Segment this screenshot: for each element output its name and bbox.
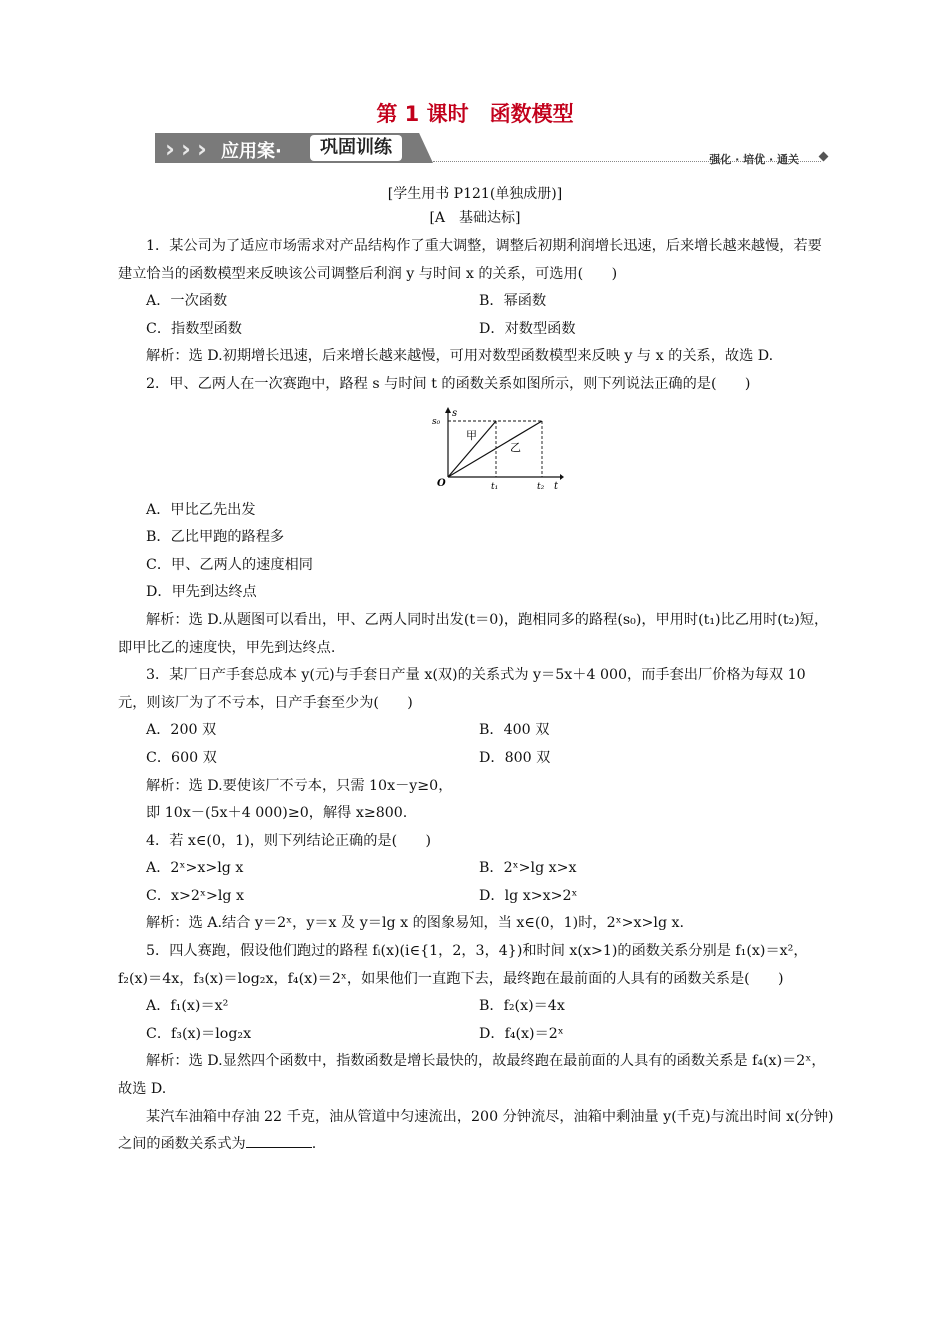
yi-label: 乙 <box>510 440 521 454</box>
question-4-stem: 4．若 x∈(0，1)，则下列结论正确的是( ) <box>146 832 432 849</box>
option-c: C．600 双 <box>146 749 217 766</box>
option-c: C．x>2ˣ>lg x <box>146 887 244 904</box>
option-d: D．甲先到达终点 <box>146 584 257 601</box>
answer-blank[interactable] <box>246 1133 312 1148</box>
distance-time-figure <box>428 407 564 493</box>
option-c: C．f₃(x)＝log₂x <box>146 1025 252 1042</box>
t-axis-arrow <box>560 474 564 480</box>
page-title: 第 1 课时 函数模型 <box>376 102 574 126</box>
question-5-stem: 5．四人赛跑，假设他们跑过的路程 fᵢ(x)(i∈{1，2，3，4})和时间 x(x>1)的函数关系分别是 f₁(x)＝x²，f₂(x)＝4x，f₃(x)＝log₂x，f₄(x)＝2ˣ，如果他们一直跑下去，最终跑在最前面的人具有的函数关系是( ) <box>118 943 808 987</box>
s0-label: s₀ <box>432 416 441 427</box>
option-a: A．甲比乙先出发 <box>146 501 256 518</box>
yi-line <box>448 421 542 477</box>
option-b: B．2ˣ>lg x>x <box>479 860 577 877</box>
option-a: A．2ˣ>x>lg x <box>146 860 244 877</box>
question-3-solution-line-2: 即 10x－(5x＋4 000)≥0，解得 x≥800. <box>146 805 408 822</box>
banner-label-application: 应用案· <box>221 141 282 162</box>
s-axis-arrow <box>445 407 451 413</box>
banner-tagline: 强化 · 培优 · 通关 <box>709 153 799 166</box>
question-6-text: 某汽车油箱中存油 22 千克，油从管道中匀速流出，200 分钟流尽，油箱中剩油量 y(千克)与流出时间 x(分钟)之间的函数关系式为 <box>118 1108 834 1153</box>
book-reference: [学生用书 P121(单独成册)] <box>387 186 563 202</box>
question-5-solution: 解析：选 D.显然四个函数中，指数函数是增长最快的，故最终跑在最前面的人具有的函数关系是 f₄(x)＝2ˣ，故选 D. <box>118 1053 826 1098</box>
option-b: B．f₂(x)＝4x <box>479 998 565 1015</box>
option-d: D．lg x>x>2ˣ <box>479 887 578 904</box>
origin-label: O <box>437 477 446 489</box>
chevron-right-icon: › <box>197 135 207 163</box>
question-1-solution: 解析：选 D.初期增长迅速，后来增长越来越慢，可用对数型函数模型来反映 y 与 x 的关系，故选 D. <box>146 348 774 365</box>
question-1-options-row-2 <box>118 316 834 344</box>
option-a: A．f₁(x)＝x² <box>146 998 229 1015</box>
question-6-stem <box>118 1104 834 1159</box>
chevron-right-icon: › <box>165 135 175 163</box>
question-4-options-row-2 <box>118 883 834 911</box>
question-6-end: . <box>311 1136 317 1153</box>
question-1-stem: 1．某公司为了适应市场需求对产品结构作了重大调整，调整后初期利润增长迅速，后来增长越来越慢，若要建立恰当的函数模型来反映该公司调整后利润 y 与时间 x 的关系，可选用( ) <box>118 238 822 282</box>
section-banner <box>155 133 835 171</box>
option-b: B．幂函数 <box>479 293 547 310</box>
option-a: A．200 双 <box>146 722 217 739</box>
question-4-solution: 解析：选 A.结合 y＝2ˣ，y＝x 及 y＝lg x 的图象易知，当 x∈(0，1)时，2ˣ>x>lg x. <box>146 915 685 932</box>
question-3-options-row-1 <box>118 717 834 745</box>
banner-label-training: 巩固训练 <box>310 135 402 161</box>
question-2-solution: 解析：选 D.从题图可以看出，甲、乙两人同时出发(t＝0)，跑相同多的路程(s₀)，甲用时(t₁)比乙用时(t₂)短，即甲比乙的速度快，甲先到达终点. <box>118 611 829 656</box>
option-a: A．一次函数 <box>146 293 228 310</box>
section-heading: [A 基础达标] <box>429 210 521 226</box>
option-d: D．对数型函数 <box>479 320 576 337</box>
t1-label: t₁ <box>491 481 499 492</box>
question-2-stem: 2．甲、乙两人在一次赛跑中，路程 s 与时间 t 的函数关系如图所示，则下列说法正确的是( ) <box>146 375 751 392</box>
question-5-options-row-1 <box>118 993 834 1021</box>
option-b: B．400 双 <box>479 722 550 739</box>
jia-label: 甲 <box>466 428 477 442</box>
option-d: D．f₄(x)＝2ˣ <box>479 1025 564 1042</box>
question-3-options-row-2 <box>118 745 834 773</box>
option-b: B．乙比甲跑的路程多 <box>146 529 285 546</box>
t-label: t <box>554 480 559 492</box>
question-3-stem: 3．某厂日产手套总成本 y(元)与手套日产量 x(双)的关系式为 y＝5x＋4 000，而手套出厂价格为每双 10 元，则该厂为了不亏本，日产手套至少为( ) <box>118 667 806 711</box>
option-c: C．指数型函数 <box>146 320 242 337</box>
diamond-icon <box>819 152 829 162</box>
question-4-options-row-1 <box>118 855 834 883</box>
s-label: s <box>452 407 458 419</box>
option-d: D．800 双 <box>479 749 551 766</box>
question-5-options-row-2 <box>118 1021 834 1049</box>
chevron-right-icon: › <box>181 135 191 163</box>
question-1-options-row-1 <box>118 288 834 316</box>
questions <box>118 233 834 1159</box>
question-3-solution-line-1: 解析：选 D.要使该厂不亏本，只需 10x－y≥0， <box>146 777 453 794</box>
t2-label: t₂ <box>537 481 545 492</box>
option-c: C．甲、乙两人的速度相同 <box>146 556 313 573</box>
